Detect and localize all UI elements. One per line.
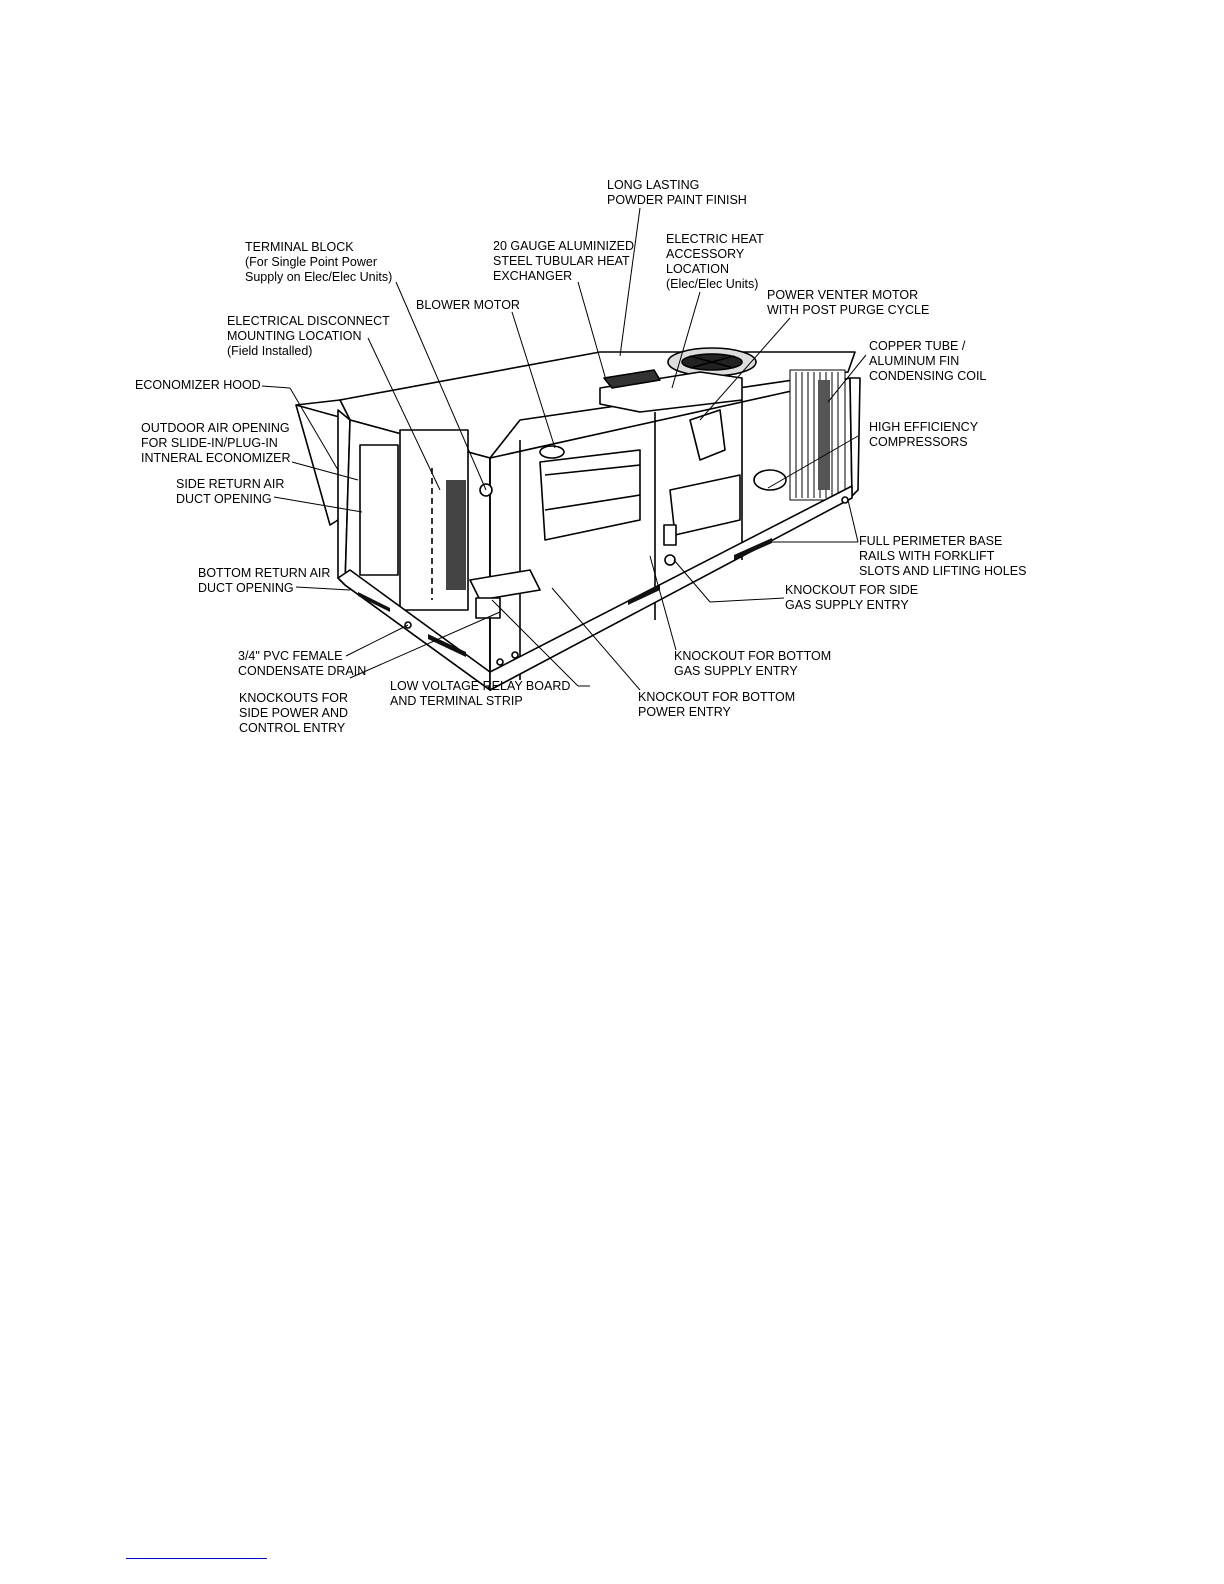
label-long-lasting-finish: LONG LASTING POWDER PAINT FINISH bbox=[607, 178, 747, 207]
label-electrical-disconnect: ELECTRICAL DISCONNECT MOUNTING LOCATION (Field Installed) bbox=[227, 314, 390, 358]
footnote-rule bbox=[126, 1558, 267, 1559]
label-pvc-condensate-drain: 3/4" PVC FEMALE CONDENSATE DRAIN bbox=[238, 649, 367, 678]
label-base-rails: FULL PERIMETER BASE RAILS WITH FORKLIFT SLOTS AND LIFTING HOLES bbox=[859, 534, 1027, 578]
label-bottom-return-air: BOTTOM RETURN AIR DUCT OPENING bbox=[198, 566, 331, 595]
unit-right-end bbox=[850, 378, 860, 496]
label-knockout-side-gas: KNOCKOUT FOR SIDE GAS SUPPLY ENTRY bbox=[785, 583, 919, 612]
label-knockout-bottom-gas: KNOCKOUT FOR BOTTOM GAS SUPPLY ENTRY bbox=[674, 649, 832, 678]
label-knockouts-side-power: KNOCKOUTS FOR SIDE POWER AND CONTROL ENTRY bbox=[239, 691, 349, 735]
label-blower-motor: BLOWER MOTOR bbox=[416, 298, 520, 312]
label-power-venter: POWER VENTER MOTOR WITH POST PURGE CYCLE bbox=[767, 288, 930, 317]
label-terminal-block: TERMINAL BLOCK (For Single Point Power Supply on Elec/Elec Units) bbox=[245, 240, 393, 284]
label-electric-heat: ELECTRIC HEAT ACCESSORY LOCATION (Elec/Elec Units) bbox=[666, 232, 764, 291]
label-heat-exchanger: 20 GAUGE ALUMINIZED STEEL TUBULAR HEAT EXCHANGER bbox=[493, 239, 635, 283]
label-copper-tube-coil: COPPER TUBE / ALUMINUM FIN CONDENSING COIL bbox=[869, 339, 987, 383]
label-high-efficiency-compressors: HIGH EFFICIENCY COMPRESSORS bbox=[869, 420, 979, 449]
label-knockout-bottom-power: KNOCKOUT FOR BOTTOM POWER ENTRY bbox=[638, 690, 796, 719]
label-low-voltage-relay: LOW VOLTAGE RELAY BOARD AND TERMINAL STRIP bbox=[390, 679, 571, 708]
blower-motor bbox=[540, 446, 564, 458]
label-outdoor-air-opening: OUTDOOR AIR OPENING FOR SLIDE-IN/PLUG-IN INTNERAL ECONOMIZER bbox=[141, 421, 291, 465]
label-economizer-hood: ECONOMIZER HOOD bbox=[135, 378, 261, 392]
condensing-coil-hatch bbox=[790, 370, 845, 500]
label-side-return-air: SIDE RETURN AIR DUCT OPENING bbox=[176, 477, 285, 506]
return-air-frame bbox=[360, 445, 398, 575]
